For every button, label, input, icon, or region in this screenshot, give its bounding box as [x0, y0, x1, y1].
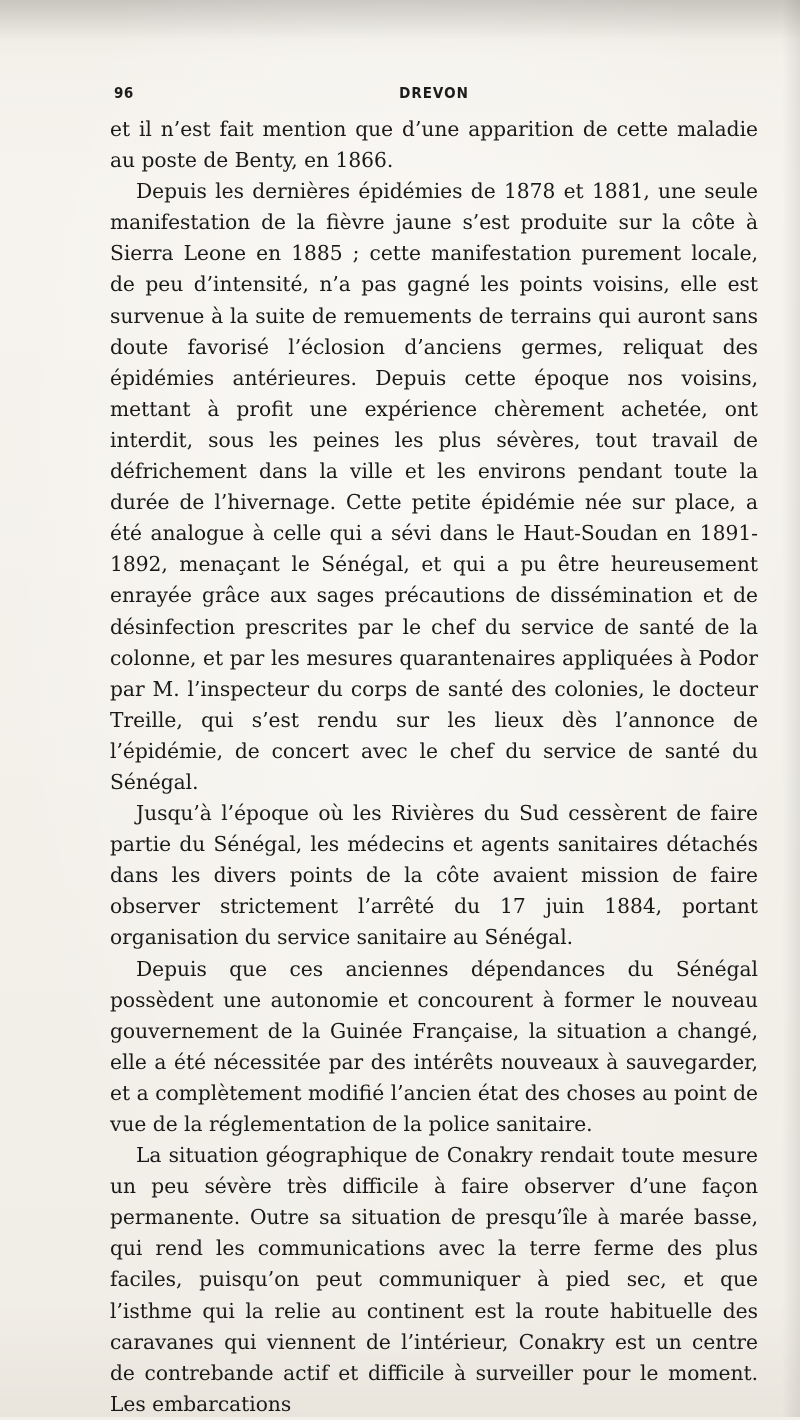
- right-edge-shadow: [782, 0, 800, 1417]
- running-title: DREVON: [399, 84, 469, 102]
- paragraph-yellow-fever: Depuis les dernières épidémies de 1878 et 1881, une seule manifestation de la fièvre jaune s’est produite sur la côte à Sierra Leone en 1885 ; cette manifestation purement locale, de peu d’intensité, n’a pas gagné les points voisins, elle est survenue à la suite de remuements de terrains qui auront sans doute favorisé l’éclosion d’anciens germes, reliquat des épidémies antérieures. Depuis cette époque nos voisins, mettant à profit une expérience chèrement achetée, ont interdit, sous les peines les plus sévères, tout travail de défrichement dans la ville et les environs pendant toute la durée de l’hivernage. Cette petite épidémie née sur place, a été analogue à celle qui a sévi dans le Haut-Soudan en 1891-1892, menaçant le Sénégal, et qui a pu être heureusement enrayée grâce aux sages précautions de dissémination et de désinfection prescrites par le chef du service de santé de la colonne, et par les mesures quarantenaires appliquées à Podor par M. l’inspecteur du corps de santé des colonies, le docteur Treille, qui s’est rendu sur les lieux dès l’annonce de l’épidémie, de concert avec le chef du service de santé du Sénégal.: [110, 179, 758, 794]
- paragraph-rivieres-du-sud: Jusqu’à l’époque où les Rivières du Sud cessèrent de faire partie du Sénégal, les médecins et agents sanitaires détachés dans les divers points de la côte avaient mission de faire observer strictement l’arrêté du 17 juin 1884, portant organisation du service sanitaire au Sénégal.: [110, 801, 758, 950]
- page-number: 96: [114, 84, 134, 102]
- paragraph-continuation: et il n’est fait mention que d’une apparition de cette maladie au poste de Benty, en 1866.: [110, 117, 758, 173]
- top-edge-shadow: [0, 0, 800, 40]
- page-header: [114, 84, 754, 112]
- body-text: [110, 114, 758, 1420]
- paragraph-conakry: La situation géographique de Conakry rendait toute mesure un peu sévère très difficile à faire observer d’une façon permanente. Outre sa situation de presqu’île à marée basse, qui rend les communications avec la terre ferme des plus faciles, puisqu’on peut communiquer à pied sec, et que l’isthme qui la relie au continent est la route habituelle des caravanes qui viennent de l’intérieur, Conakry est un centre de contrebande actif et difficile à surveiller pour le moment. Les embarcations: [110, 1143, 758, 1416]
- paragraph-guinee-francaise: Depuis que ces anciennes dépendances du Sénégal possèdent une autonomie et concourent à former le nouveau gouvernement de la Guinée Française, la situation a changé, elle a été nécessitée par des intérêts nouveaux à sauvegarder, et a complètement modifié l’ancien état des choses au point de vue de la réglementation de la police sanitaire.: [110, 956, 758, 1136]
